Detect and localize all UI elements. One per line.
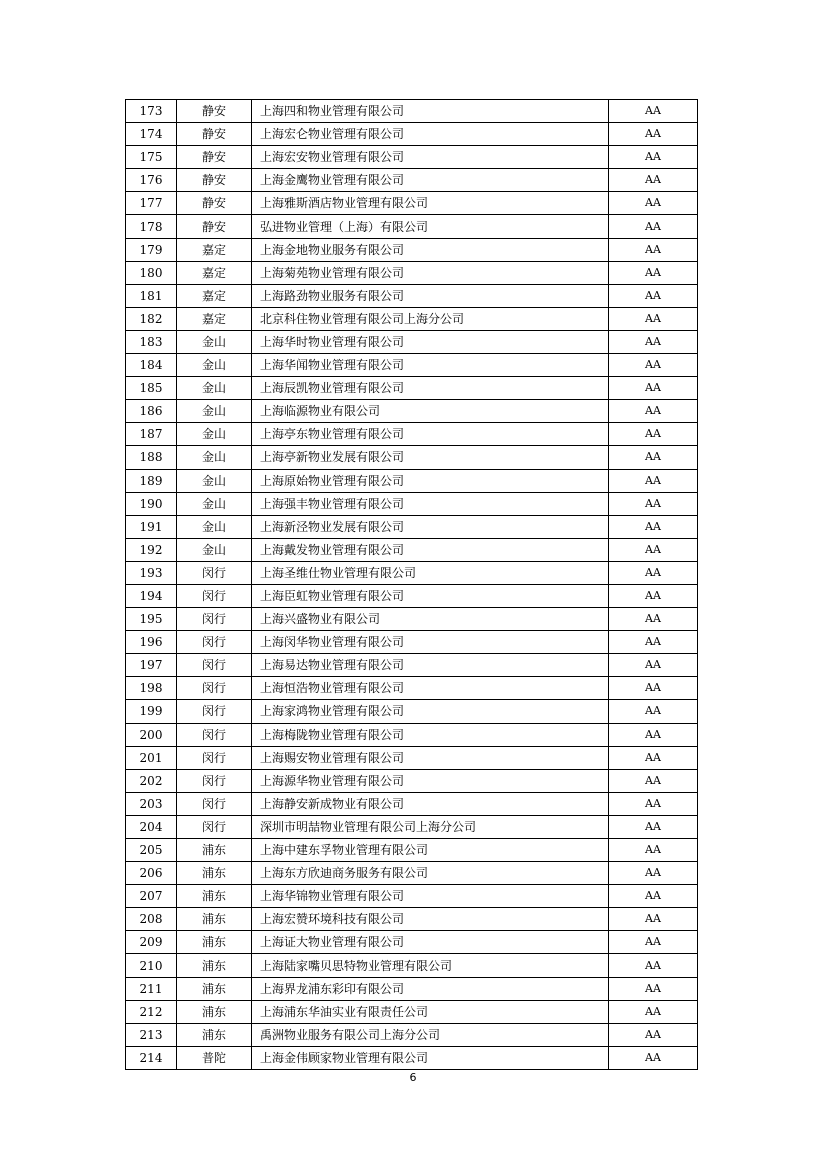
company-name-cell: 上海东方欣迪商务服务有限公司: [252, 862, 609, 885]
district-cell: 金山: [177, 354, 252, 377]
grade-cell: AA: [609, 469, 698, 492]
table-row: [126, 862, 698, 885]
table-row: [126, 123, 698, 146]
grade-cell: AA: [609, 815, 698, 838]
district-cell: 闵行: [177, 654, 252, 677]
table-row: [126, 1023, 698, 1046]
table-row: [126, 723, 698, 746]
company-name-cell: 上海恒浩物业管理有限公司: [252, 677, 609, 700]
company-name-cell: 上海华锦物业管理有限公司: [252, 885, 609, 908]
grade-cell: AA: [609, 215, 698, 238]
company-name-cell: 上海菊苑物业管理有限公司: [252, 261, 609, 284]
company-name-cell: 上海中建东孚物业管理有限公司: [252, 839, 609, 862]
district-cell: 闵行: [177, 815, 252, 838]
district-cell: 浦东: [177, 1023, 252, 1046]
row-number-cell: 194: [126, 584, 177, 607]
company-name-cell: 上海易达物业管理有限公司: [252, 654, 609, 677]
table-row: [126, 654, 698, 677]
row-number-cell: 177: [126, 192, 177, 215]
company-name-cell: 上海臣虹物业管理有限公司: [252, 584, 609, 607]
row-number-cell: 214: [126, 1046, 177, 1069]
district-cell: 金山: [177, 492, 252, 515]
company-name-cell: 上海华时物业管理有限公司: [252, 330, 609, 353]
grade-cell: AA: [609, 885, 698, 908]
district-cell: 嘉定: [177, 238, 252, 261]
grade-cell: AA: [609, 700, 698, 723]
company-name-cell: 上海宏安物业管理有限公司: [252, 146, 609, 169]
district-cell: 金山: [177, 423, 252, 446]
grade-cell: AA: [609, 1000, 698, 1023]
row-number-cell: 199: [126, 700, 177, 723]
district-cell: 嘉定: [177, 307, 252, 330]
district-cell: 闵行: [177, 584, 252, 607]
table-row: [126, 561, 698, 584]
company-name-cell: 上海浦东华油实业有限责任公司: [252, 1000, 609, 1023]
grade-cell: AA: [609, 977, 698, 1000]
district-cell: 闵行: [177, 608, 252, 631]
grade-cell: AA: [609, 492, 698, 515]
table-body: [126, 100, 698, 1070]
district-cell: 闵行: [177, 746, 252, 769]
grade-cell: AA: [609, 931, 698, 954]
grade-cell: AA: [609, 746, 698, 769]
table-row: [126, 769, 698, 792]
district-cell: 静安: [177, 192, 252, 215]
grade-cell: AA: [609, 677, 698, 700]
grade-cell: AA: [609, 238, 698, 261]
table-row: [126, 423, 698, 446]
company-name-cell: 上海金鹰物业管理有限公司: [252, 169, 609, 192]
row-number-cell: 180: [126, 261, 177, 284]
grade-cell: AA: [609, 608, 698, 631]
district-cell: 普陀: [177, 1046, 252, 1069]
company-name-cell: 上海兴盛物业有限公司: [252, 608, 609, 631]
grade-cell: AA: [609, 839, 698, 862]
grade-cell: AA: [609, 792, 698, 815]
grade-cell: AA: [609, 769, 698, 792]
row-number-cell: 190: [126, 492, 177, 515]
district-cell: 静安: [177, 100, 252, 123]
row-number-cell: 179: [126, 238, 177, 261]
grade-cell: AA: [609, 284, 698, 307]
company-name-cell: 上海陆家嘴贝思特物业管理有限公司: [252, 954, 609, 977]
company-name-cell: 禹洲物业服务有限公司上海分公司: [252, 1023, 609, 1046]
table-row: [126, 954, 698, 977]
company-name-cell: 上海金伟顾家物业管理有限公司: [252, 1046, 609, 1069]
table-row: [126, 446, 698, 469]
table-row: [126, 492, 698, 515]
table-row: [126, 584, 698, 607]
row-number-cell: 189: [126, 469, 177, 492]
district-cell: 静安: [177, 215, 252, 238]
row-number-cell: 203: [126, 792, 177, 815]
district-cell: 闵行: [177, 792, 252, 815]
table-row: [126, 377, 698, 400]
grade-cell: AA: [609, 584, 698, 607]
grade-cell: AA: [609, 862, 698, 885]
table-row: [126, 261, 698, 284]
table-row: [126, 538, 698, 561]
grade-cell: AA: [609, 954, 698, 977]
table-row: [126, 192, 698, 215]
district-cell: 浦东: [177, 885, 252, 908]
company-name-cell: 上海家鸿物业管理有限公司: [252, 700, 609, 723]
company-name-cell: 上海雅斯酒店物业管理有限公司: [252, 192, 609, 215]
district-cell: 浦东: [177, 954, 252, 977]
company-name-cell: 上海证大物业管理有限公司: [252, 931, 609, 954]
company-name-cell: 上海四和物业管理有限公司: [252, 100, 609, 123]
table-row: [126, 977, 698, 1000]
company-name-cell: 上海梅陇物业管理有限公司: [252, 723, 609, 746]
company-name-cell: 上海源华物业管理有限公司: [252, 769, 609, 792]
grade-cell: AA: [609, 100, 698, 123]
table-row: [126, 307, 698, 330]
table-row: [126, 1000, 698, 1023]
company-name-cell: 上海宏赞环境科技有限公司: [252, 908, 609, 931]
table-row: [126, 815, 698, 838]
grade-cell: AA: [609, 631, 698, 654]
table-row: [126, 284, 698, 307]
company-name-cell: 上海原始物业管理有限公司: [252, 469, 609, 492]
district-cell: 浦东: [177, 908, 252, 931]
table-row: [126, 931, 698, 954]
row-number-cell: 181: [126, 284, 177, 307]
row-number-cell: 178: [126, 215, 177, 238]
row-number-cell: 206: [126, 862, 177, 885]
company-name-cell: 北京科住物业管理有限公司上海分公司: [252, 307, 609, 330]
grade-cell: AA: [609, 1046, 698, 1069]
row-number-cell: 192: [126, 538, 177, 561]
table-row: [126, 746, 698, 769]
company-name-cell: 上海亭新物业发展有限公司: [252, 446, 609, 469]
company-name-cell: 上海强丰物业管理有限公司: [252, 492, 609, 515]
company-name-cell: 上海静安新成物业有限公司: [252, 792, 609, 815]
table-row: [126, 469, 698, 492]
district-cell: 嘉定: [177, 284, 252, 307]
row-number-cell: 195: [126, 608, 177, 631]
district-cell: 闵行: [177, 700, 252, 723]
district-cell: 金山: [177, 469, 252, 492]
grade-cell: AA: [609, 1023, 698, 1046]
company-name-cell: 上海路劲物业服务有限公司: [252, 284, 609, 307]
district-cell: 静安: [177, 123, 252, 146]
row-number-cell: 185: [126, 377, 177, 400]
page-number: 6: [409, 1071, 417, 1084]
row-number-cell: 202: [126, 769, 177, 792]
row-number-cell: 212: [126, 1000, 177, 1023]
district-cell: 闵行: [177, 561, 252, 584]
row-number-cell: 175: [126, 146, 177, 169]
company-name-cell: 上海新泾物业发展有限公司: [252, 515, 609, 538]
table-row: [126, 885, 698, 908]
row-number-cell: 204: [126, 815, 177, 838]
row-number-cell: 196: [126, 631, 177, 654]
district-cell: 金山: [177, 400, 252, 423]
company-name-cell: 上海辰凯物业管理有限公司: [252, 377, 609, 400]
grade-cell: AA: [609, 377, 698, 400]
table-row: [126, 792, 698, 815]
row-number-cell: 200: [126, 723, 177, 746]
table-row: [126, 908, 698, 931]
table-row: [126, 1046, 698, 1069]
row-number-cell: 210: [126, 954, 177, 977]
table-row: [126, 631, 698, 654]
district-cell: 静安: [177, 169, 252, 192]
grade-cell: AA: [609, 261, 698, 284]
row-number-cell: 208: [126, 908, 177, 931]
table-row: [126, 215, 698, 238]
company-name-cell: 上海亭东物业管理有限公司: [252, 423, 609, 446]
table-row: [126, 100, 698, 123]
row-number-cell: 213: [126, 1023, 177, 1046]
district-cell: 金山: [177, 446, 252, 469]
row-number-cell: 188: [126, 446, 177, 469]
district-cell: 浦东: [177, 839, 252, 862]
company-name-cell: 上海戴发物业管理有限公司: [252, 538, 609, 561]
district-cell: 闵行: [177, 631, 252, 654]
grade-cell: AA: [609, 723, 698, 746]
table-row: [126, 700, 698, 723]
district-cell: 浦东: [177, 931, 252, 954]
district-cell: 闵行: [177, 769, 252, 792]
grade-cell: AA: [609, 169, 698, 192]
row-number-cell: 191: [126, 515, 177, 538]
grade-cell: AA: [609, 515, 698, 538]
row-number-cell: 187: [126, 423, 177, 446]
grade-cell: AA: [609, 307, 698, 330]
company-name-cell: 深圳市明喆物业管理有限公司上海分公司: [252, 815, 609, 838]
company-name-cell: 上海赐安物业管理有限公司: [252, 746, 609, 769]
table-row: [126, 354, 698, 377]
row-number-cell: 209: [126, 931, 177, 954]
table-row: [126, 169, 698, 192]
row-number-cell: 193: [126, 561, 177, 584]
row-number-cell: 183: [126, 330, 177, 353]
grade-cell: AA: [609, 908, 698, 931]
row-number-cell: 205: [126, 839, 177, 862]
district-cell: 浦东: [177, 977, 252, 1000]
table-row: [126, 238, 698, 261]
row-number-cell: 173: [126, 100, 177, 123]
district-cell: 闵行: [177, 723, 252, 746]
district-cell: 静安: [177, 146, 252, 169]
grade-cell: AA: [609, 538, 698, 561]
company-name-cell: 上海临源物业有限公司: [252, 400, 609, 423]
grade-cell: AA: [609, 123, 698, 146]
grade-cell: AA: [609, 146, 698, 169]
row-number-cell: 211: [126, 977, 177, 1000]
row-number-cell: 201: [126, 746, 177, 769]
district-cell: 金山: [177, 330, 252, 353]
company-name-cell: 上海闵华物业管理有限公司: [252, 631, 609, 654]
table-row: [126, 839, 698, 862]
row-number-cell: 174: [126, 123, 177, 146]
row-number-cell: 197: [126, 654, 177, 677]
row-number-cell: 182: [126, 307, 177, 330]
row-number-cell: 176: [126, 169, 177, 192]
district-cell: 浦东: [177, 862, 252, 885]
company-rating-table: [125, 99, 698, 1070]
table-row: [126, 400, 698, 423]
row-number-cell: 186: [126, 400, 177, 423]
district-cell: 嘉定: [177, 261, 252, 284]
company-name-cell: 上海界龙浦东彩印有限公司: [252, 977, 609, 1000]
grade-cell: AA: [609, 423, 698, 446]
company-name-cell: 上海华闻物业管理有限公司: [252, 354, 609, 377]
company-name-cell: 上海圣维仕物业管理有限公司: [252, 561, 609, 584]
row-number-cell: 198: [126, 677, 177, 700]
grade-cell: AA: [609, 654, 698, 677]
table-row: [126, 608, 698, 631]
row-number-cell: 184: [126, 354, 177, 377]
table-row: [126, 146, 698, 169]
company-name-cell: 上海金地物业服务有限公司: [252, 238, 609, 261]
district-cell: 金山: [177, 515, 252, 538]
grade-cell: AA: [609, 354, 698, 377]
company-name-cell: 上海宏仑物业管理有限公司: [252, 123, 609, 146]
district-cell: 金山: [177, 538, 252, 561]
table-row: [126, 677, 698, 700]
grade-cell: AA: [609, 192, 698, 215]
grade-cell: AA: [609, 330, 698, 353]
table-row: [126, 330, 698, 353]
grade-cell: AA: [609, 400, 698, 423]
district-cell: 闵行: [177, 677, 252, 700]
table-row: [126, 515, 698, 538]
company-name-cell: 弘进物业管理（上海）有限公司: [252, 215, 609, 238]
district-cell: 金山: [177, 377, 252, 400]
grade-cell: AA: [609, 446, 698, 469]
row-number-cell: 207: [126, 885, 177, 908]
grade-cell: AA: [609, 561, 698, 584]
district-cell: 浦东: [177, 1000, 252, 1023]
